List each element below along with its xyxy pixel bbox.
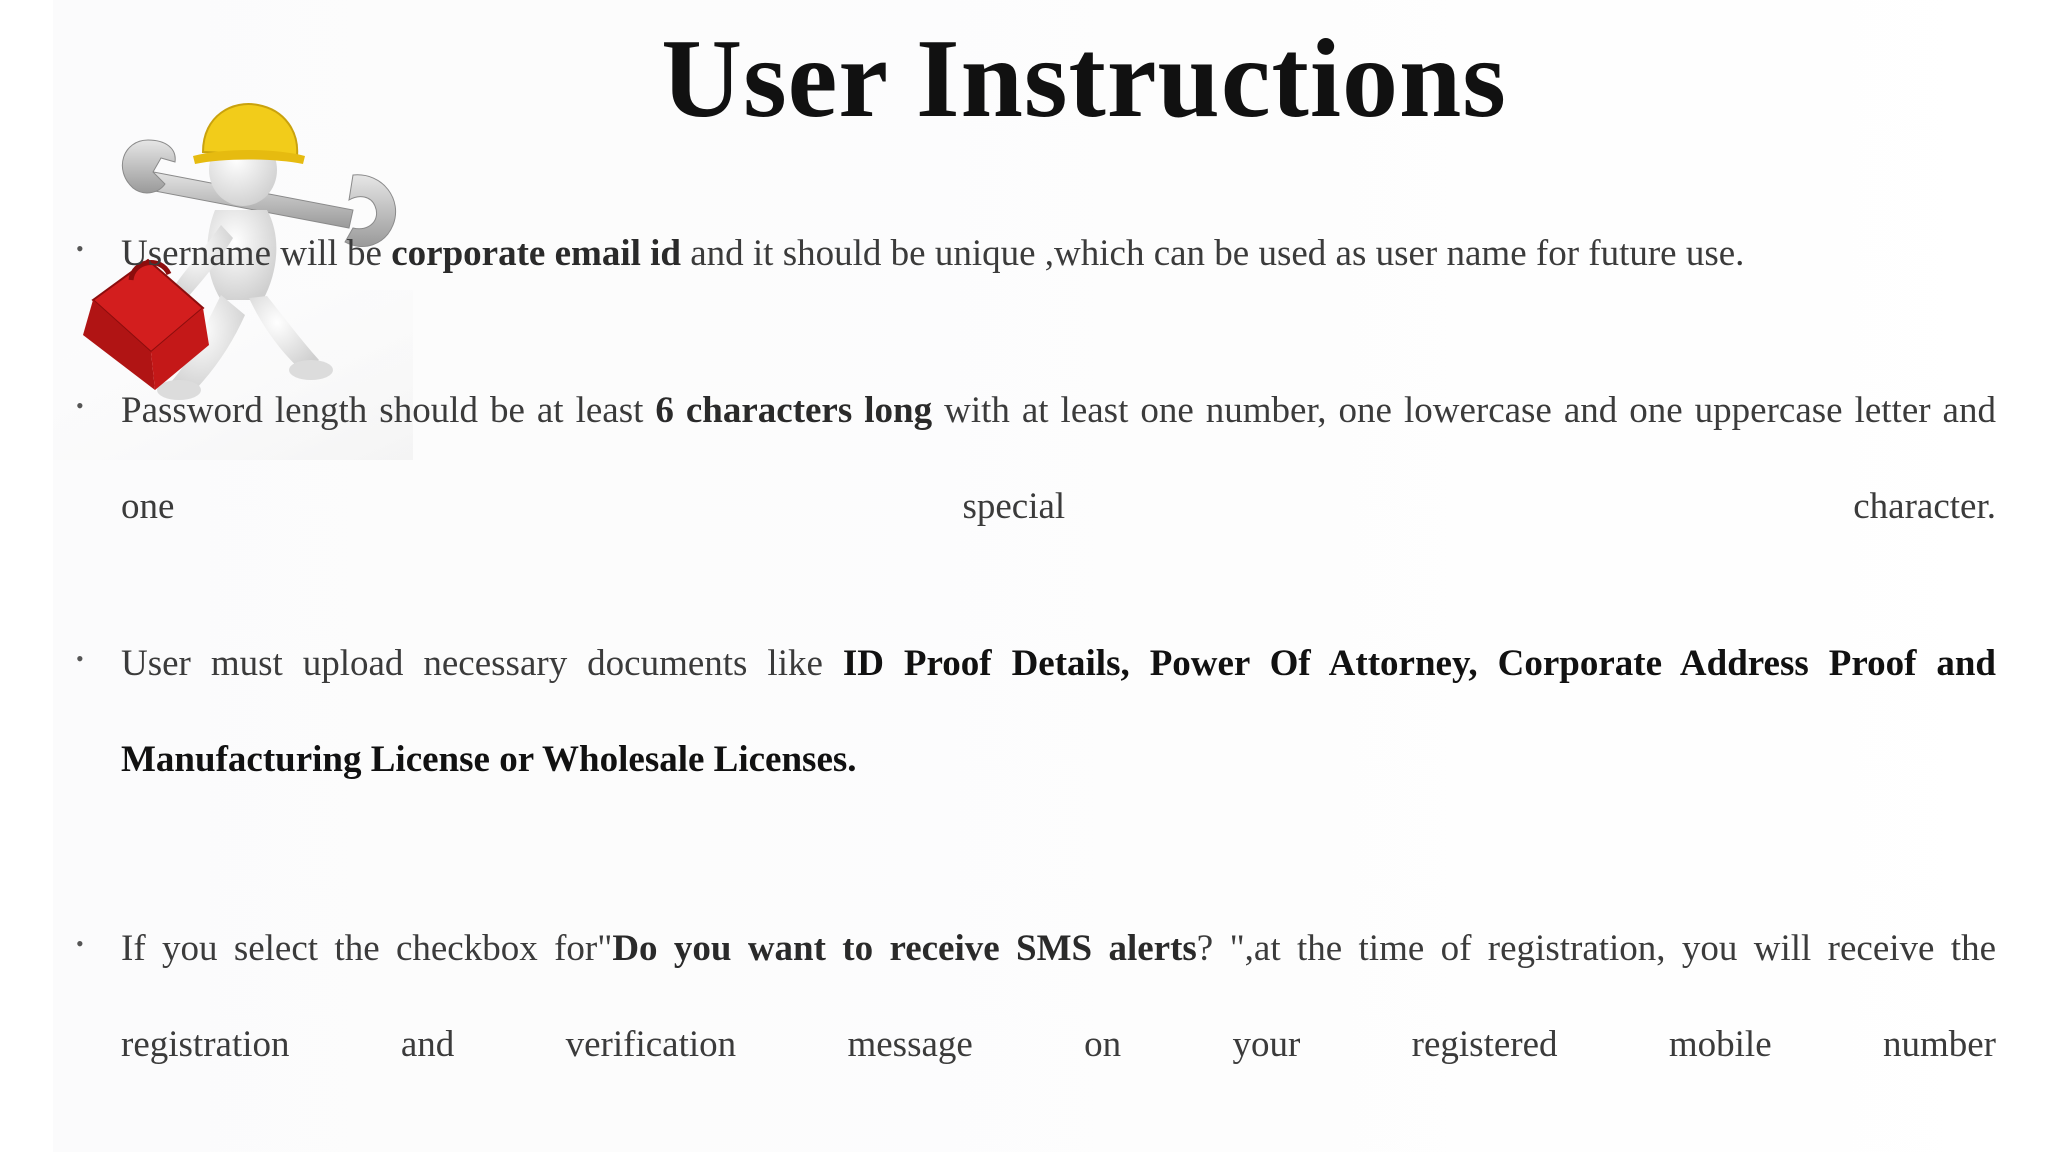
bullet-2-text: Password length should be at least xyxy=(121,390,656,431)
bullet-2-bold: 6 characters long xyxy=(655,390,933,431)
bullet-3-bold: ID Proof Details, Power Of Attorney, Corporate Address Proof and Manufacturing License or Wholesale Licenses. xyxy=(121,643,1997,780)
bullet-marker: • xyxy=(76,393,84,418)
bullet-4-text-end: ? ",at the time of registration, you will receive the registration and verification message on your registered mobile number xyxy=(121,928,1996,1065)
instruction-item-username xyxy=(121,206,1996,302)
bullet-marker: • xyxy=(76,236,84,261)
bullet-3-text: User must upload necessary documents like xyxy=(121,643,843,684)
bullet-1-text: Username will be xyxy=(121,233,392,274)
bullet-4-text: If you select the checkbox for" xyxy=(121,928,613,969)
instruction-item-documents xyxy=(121,616,1996,808)
bullet-marker: • xyxy=(76,646,84,671)
instruction-item-password xyxy=(121,363,1996,555)
bullet-2-text-end: with at least one number, one lowercase and one uppercase letter and one special character. xyxy=(121,390,1996,527)
page-title: User Instructions xyxy=(661,17,1507,141)
bullet-4-bold: Do you want to receive SMS alerts xyxy=(612,928,1197,969)
instruction-item-sms-alerts xyxy=(121,901,1996,1093)
bullet-1-bold: corporate email id xyxy=(391,233,681,274)
bullet-1-text-end: and it should be unique ,which can be used as user name for future use. xyxy=(680,233,1745,274)
bullet-marker: • xyxy=(76,931,84,956)
